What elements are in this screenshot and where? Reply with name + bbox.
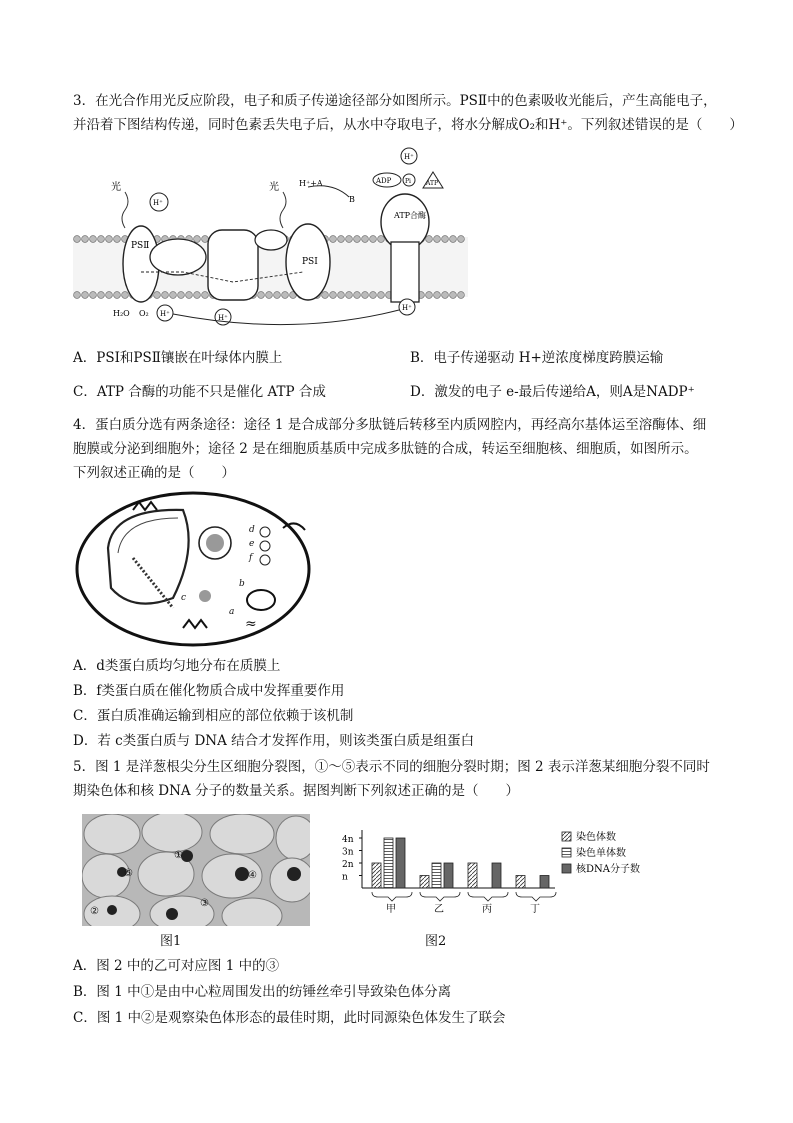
mark-5: ⑤ [124, 868, 133, 879]
q5-option-b[interactable]: B．图 1 中①是由中心粒周围发出的纺锤丝牵引导致染色体分离 [73, 984, 452, 1000]
adp-label: ADP [376, 177, 392, 185]
label-a: a [229, 607, 235, 617]
legend-label: 核DNA分子数 [576, 864, 640, 875]
atp-synthase-label: ATP合酶 [394, 211, 427, 220]
ps2-label: PSⅡ [131, 241, 150, 251]
o2-label: O₂ [139, 309, 149, 318]
label-e: e [249, 539, 255, 549]
q3-option-c[interactable]: C．ATP 合酶的功能不只是催化 ATP 合成 [73, 384, 326, 400]
y-tick-label: n [342, 872, 348, 883]
label-c: c [181, 593, 187, 603]
mark-4: ④ [248, 870, 257, 881]
x-tick-label: 丁 [530, 904, 540, 915]
q5-stem-line1: 5．图 1 是洋葱根尖分生区细胞分裂图，①～⑤表示不同的细胞分裂时期；图 2 表示洋葱某细胞分裂不同时 [73, 759, 710, 775]
svg-text:≈: ≈ [245, 616, 257, 632]
legend-label: 染色体数 [576, 832, 616, 843]
legend-swatch [562, 832, 571, 841]
x-tick-label: 乙 [434, 904, 444, 915]
q3-option-d[interactable]: D．激发的电子 e-最后传递给A，则A是NADP⁺ [410, 384, 695, 400]
x-tick-label: 丙 [482, 904, 492, 915]
fig2-caption: 图2 [425, 934, 447, 949]
h2o-label: H₂O [113, 309, 130, 318]
category-brace [420, 892, 460, 901]
cytochrome-complex [208, 230, 258, 300]
light-label-1: 光 [111, 182, 121, 193]
bar [432, 863, 441, 888]
label-f: f [249, 553, 253, 563]
h-plus-bottom-2: H⁺ [218, 314, 228, 322]
q5-fig1-micrograph [82, 814, 310, 926]
q5-option-a[interactable]: A．图 2 中的乙可对应图 1 中的③ [73, 958, 280, 974]
legend-label: 染色单体数 [576, 848, 626, 859]
nucleus [108, 510, 189, 604]
plastoquinone [150, 239, 206, 275]
bar [372, 863, 381, 888]
mark-3: ③ [200, 898, 209, 909]
mitochondrion [247, 590, 275, 610]
q4-stem-line2: 胞膜或分泌到细胞外；途径 2 是在细胞质基质中完成多肽链的合成，转运至细胞核、细胞质，如图所示。 [73, 441, 698, 457]
q4-option-c[interactable]: C．蛋白质准确运输到相应的部位依赖于该机制 [73, 708, 354, 724]
bar [384, 838, 393, 888]
legend-swatch [562, 848, 571, 857]
bar [444, 863, 453, 888]
h-plus-a-label: H⁺+A [299, 179, 323, 188]
q3-stem-line1: 3．在光合作用光反应阶段，电子和质子传递途径部分如图所示。PSⅡ中的色素吸收光能后，产生高能电子， [73, 93, 717, 109]
q5-option-c[interactable]: C．图 1 中②是观察染色体形态的最佳时期，此时同源染色体发生了联会 [73, 1010, 506, 1026]
q4-option-a[interactable]: A．d类蛋白质均匀地分布在质膜上 [73, 658, 281, 674]
bar [468, 863, 477, 888]
q4-stem-line1: 4．蛋白质分选有两条途径：途径 1 是合成部分多肽链后转移至内质网腔内，再经高尔基体运至溶酶体、细 [73, 417, 707, 433]
light-label-2: 光 [269, 182, 279, 193]
bar [420, 876, 429, 889]
mark-1: ① [174, 850, 183, 861]
bar [396, 838, 405, 888]
mark-2: ② [90, 906, 99, 917]
category-brace [516, 892, 556, 901]
category-brace [372, 892, 412, 901]
bar [492, 863, 501, 888]
x-tick-label: 甲 [386, 904, 396, 915]
q4-stem-line3: 下列叙述正确的是（ ） [73, 465, 235, 481]
q3-stem-line2: 并沿着下图结构传递，同时色素丢失电子后，从水中夺取电子，将水分解成O₂和H⁺。下列叙述错误的是（ ） [73, 117, 743, 133]
bar [516, 876, 525, 889]
q4-option-b[interactable]: B．f类蛋白质在催化物质合成中发挥重要作用 [73, 683, 345, 699]
q3-thylakoid-diagram [73, 142, 468, 332]
category-brace [468, 892, 508, 901]
atp-label: ATP [426, 180, 439, 187]
h-plus-top: H⁺ [153, 199, 163, 207]
carrier-protein [255, 230, 287, 250]
ps1-label: PSⅠ [302, 257, 318, 267]
q4-option-d[interactable]: D．若 c类蛋白质与 DNA 结合才发挥作用，则该类蛋白质是组蛋白 [73, 733, 475, 749]
legend-swatch [562, 864, 571, 873]
y-tick-label: 3n [342, 847, 354, 858]
q5-stem-line2: 期染色体和核 DNA 分子的数量关系。据图判断下列叙述正确的是（ ） [73, 783, 519, 799]
label-b: b [239, 579, 245, 589]
h-plus-atp: H⁺ [404, 153, 414, 161]
q4-cell-diagram [73, 488, 313, 650]
h-plus-bottom-1: H⁺ [160, 310, 170, 318]
q3-option-a[interactable]: A．PSI和PSⅡ镶嵌在叶绿体内膜上 [73, 350, 283, 366]
y-tick-label: 2n [342, 860, 354, 870]
y-tick-label: 4n [342, 835, 354, 845]
q5-fig2-chart [340, 826, 650, 930]
q3-option-b[interactable]: B．电子传递驱动 H+逆浓度梯度跨膜运输 [410, 350, 664, 366]
fig1-caption: 图1 [160, 934, 182, 949]
b-label: B [349, 195, 355, 204]
pi-label: Pi [405, 178, 411, 185]
label-d: d [249, 525, 255, 535]
h-plus-bottom-3: H⁺ [402, 304, 412, 312]
bar [540, 876, 549, 889]
